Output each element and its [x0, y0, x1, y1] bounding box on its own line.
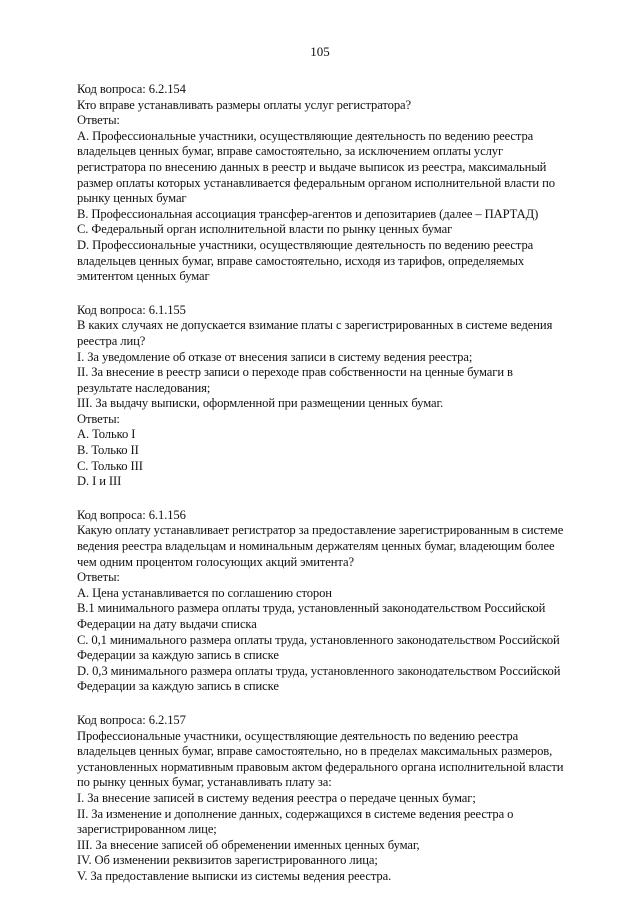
text-line: размер оплаты которых устанавливается федеральным органом исполнительной власти по: [77, 175, 555, 190]
text-line: Профессиональные участники, осуществляющие деятельность по ведению реестра: [77, 728, 519, 743]
text-line: результате наследования;: [77, 380, 211, 395]
text-line: владельцев ценных бумаг, вправе самостоятельно, исходя из тарифов, определяемых: [77, 253, 525, 268]
text-line: Федерации за каждую запись в списке: [77, 648, 279, 663]
question-block: [77, 713, 593, 885]
text-line: Код вопроса: 6.2.154: [77, 82, 186, 96]
text-line: V. За предоставление выписки из системы ведения реестра.: [77, 868, 392, 883]
text-line: ведения реестра владельцам и номинальным держателям ценных бумаг, владеющим более: [77, 539, 555, 554]
text-line: II. За изменение и дополнение данных, содержащихся в системе ведения реестра о: [77, 806, 514, 821]
text-line: C. Только III: [77, 458, 143, 473]
text-line: регистратора по внесению данных в реестр и выдаче выписок из реестра, максимальный: [77, 159, 547, 174]
text-line: эмитентом ценных бумаг: [77, 269, 210, 284]
text-line: зарегистрированном лице;: [77, 822, 217, 837]
text-line: I. За уведомление об отказе от внесения записи в систему ведения реестра;: [77, 349, 473, 364]
text-line: владельцев ценных бумаг, вправе самостоятельно, но в пределах максимальных размеров,: [77, 744, 553, 759]
text-line: Федерации за каждую запись в списке: [77, 679, 279, 694]
document-body: [77, 82, 593, 903]
page-number: 105: [310, 44, 330, 59]
question-block: [77, 508, 593, 695]
text-line: III. За выдачу выписки, оформленной при размещении ценных бумаг.: [77, 396, 444, 411]
text-line: B. Только II: [77, 443, 139, 458]
text-line: Ответы:: [77, 411, 120, 426]
text-line: A. Только I: [77, 427, 136, 442]
question-block: [77, 82, 593, 285]
text-line: C. 0,1 минимального размера оплаты труда, установленного законодательством Российской: [77, 632, 560, 647]
text-line: по рынку ценных бумаг, устанавливать плату за:: [77, 775, 332, 790]
text-line: Код вопроса: 6.1.156: [77, 507, 186, 522]
text-line: владельцев ценных бумаг, вправе самостоятельно, за исключением оплаты услуг: [77, 144, 504, 159]
text-line: B. Профессиональная ассоциация трансфер-агентов и депозитариев (далее – ПАРТАД): [77, 206, 539, 221]
text-line: D. Профессиональные участники, осуществляющие деятельность по ведению реестра: [77, 237, 534, 252]
text-line: A. Цена устанавливается по соглашению сторон: [77, 585, 332, 600]
text-line: C. Федеральный орган исполнительной власти по рынку ценных бумаг: [77, 222, 453, 237]
text-line: В каких случаях не допускается взимание платы с зарегистрированных в системе ведения: [77, 318, 553, 333]
text-line: Какую оплату устанавливает регистратор за предоставление зарегистрированным в системе: [77, 523, 564, 538]
text-line: B.1 минимального размера оплаты труда, установленный законодательством Российской: [77, 601, 546, 616]
text-line: чем одним процентом голосующих акций эмитента?: [77, 554, 354, 569]
text-line: Ответы:: [77, 113, 120, 128]
question-block: [77, 303, 593, 490]
text-line: Кто вправе устанавливать размеры оплаты услуг регистратора?: [77, 97, 412, 112]
text-line: установленных нормативным правовым актом федерального органа исполнительной власти: [77, 759, 564, 774]
text-line: II. За внесение в реестр записи о переходе прав собственности на ценные бумаги в: [77, 365, 513, 380]
text-line: рынку ценных бумаг: [77, 191, 187, 206]
text-line: Федерации на дату выдачи списка: [77, 617, 257, 631]
text-line: IV. Об изменении реквизитов зарегистрированного лица;: [77, 853, 378, 868]
text-line: Код вопроса: 6.2.157: [77, 712, 186, 727]
text-line: III. За внесение записей об обременении именных ценных бумаг,: [77, 837, 420, 852]
text-line: D. I и III: [77, 474, 122, 489]
text-line: I. За внесение записей в систему ведения реестра о передаче ценных бумаг;: [77, 790, 476, 805]
text-line: Ответы:: [77, 570, 120, 585]
text-line: A. Профессиональные участники, осуществляющие деятельность по ведению реестра: [77, 128, 534, 143]
text-line: Код вопроса: 6.1.155: [77, 302, 186, 317]
text-line: D. 0,3 минимального размера оплаты труда, установленного законодательством Российской: [77, 663, 561, 678]
text-line: реестра лиц?: [77, 333, 146, 348]
